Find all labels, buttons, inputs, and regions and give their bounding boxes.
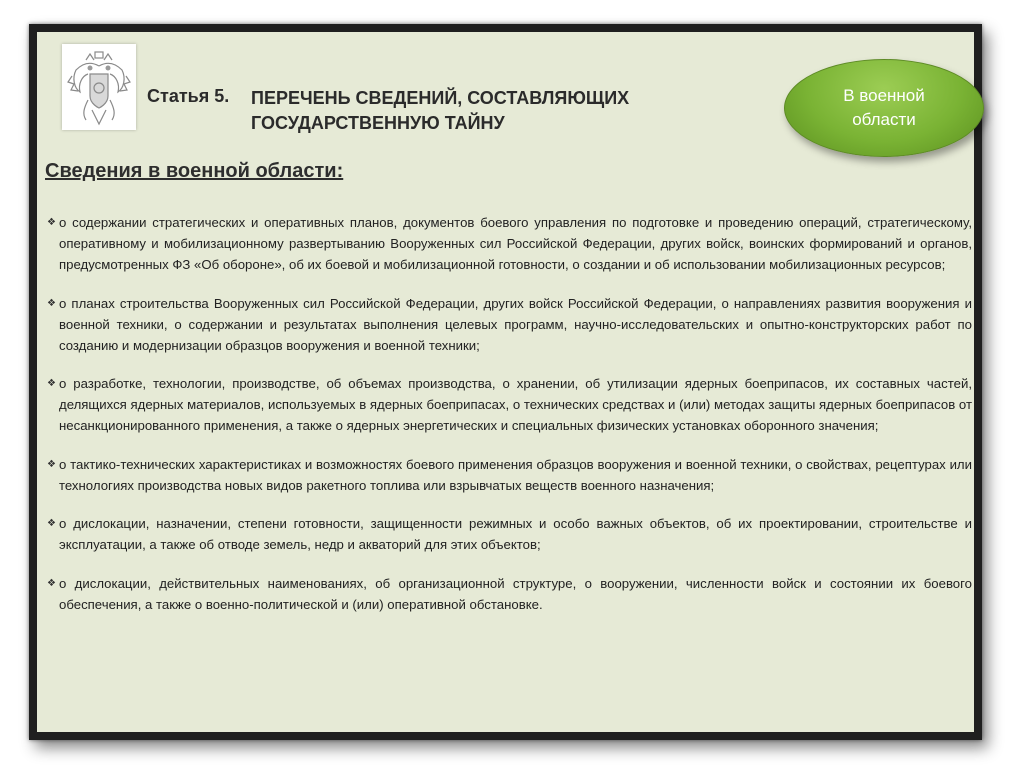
list-item: [47, 513, 972, 555]
coat-of-arms-icon: [62, 44, 136, 130]
diamond-bullet-icon: ❖: [47, 518, 56, 529]
slide-frame: [29, 24, 982, 740]
list-item: [47, 212, 972, 275]
info-list: [47, 212, 972, 632]
list-item-text: о планах строительства Вооруженных сил Российской Федерации, других войск Российской Федерации, о направлениях развития вооружения и военной техники, о содержании и результатах выполнения целевых программ, научно-исследовательских и опытно-конструкторских работ по созданию и модернизации образцов вооружения и военной техники;: [59, 295, 972, 353]
list-item-text: о дислокации, назначении, степени готовности, защищенности режимных и особо важных объектов, об их проектировании, строительстве и эксплуатации, а также об отводе земель, недр и акваторий для этих объектов;: [59, 516, 972, 552]
diamond-bullet-icon: ❖: [47, 458, 56, 470]
diamond-bullet-icon: ❖: [47, 217, 56, 228]
list-item-text: о содержании стратегических и оперативных планов, документов боевого управления по подготовке и проведению операций, стратегическому, оперативному и мобилизационному развертыванию Вооруженных сил Российской Федерации, других войск, воинских формирований и органов, предусмотренных ФЗ «Об обороне», об их боевой и мобилизационной готовности, о создании и об использовании мобилизационных ресурсов;: [59, 215, 972, 272]
list-item: [47, 373, 972, 436]
list-item: [47, 454, 972, 496]
list-item: [47, 293, 972, 356]
list-item-text: о разработке, технологии, производстве, об объемах производства, о хранении, об утилизации ядерных боеприпасов, их составных частей, делящихся ядерных материалов, используемых в ядерных боеприпасах, о технических средствах и (или) методах защиты ядерных боеприпасов от несанкционированного применения, а также о ядерных энергетических и специальных физических установках оборонного значения;: [59, 376, 972, 433]
list-item: [47, 573, 972, 615]
article-number: Статья 5.: [147, 86, 230, 106]
area-badge: [784, 59, 984, 157]
list-item-text: о тактико-технических характеристиках и возможностях боевого применения образцов вооружения и военной техники, о свойствах, рецептурах или технологиях производства новых видов ракетного топлива или взрывчатых веществ военного назначения;: [59, 456, 972, 493]
list-item-text: о дислокации, действительных наименованиях, об организационной структуре, о вооружении, численности войск и состоянии их боевого обеспечения, а также о военно-политической и (или) оперативной обстановке.: [59, 575, 972, 612]
badge-label: В военной области: [843, 86, 925, 129]
diamond-bullet-icon: ❖: [47, 297, 56, 309]
section-title: Сведения в военной области:: [45, 160, 344, 182]
diamond-bullet-icon: ❖: [47, 378, 56, 389]
article-title: ПЕРЕЧЕНЬ СВЕДЕНИЙ, СОСТАВЛЯЮЩИХ ГОСУДАРСТВЕННУЮ ТАЙНУ: [251, 88, 630, 133]
diamond-bullet-icon: ❖: [47, 577, 56, 589]
slide: [37, 32, 974, 732]
